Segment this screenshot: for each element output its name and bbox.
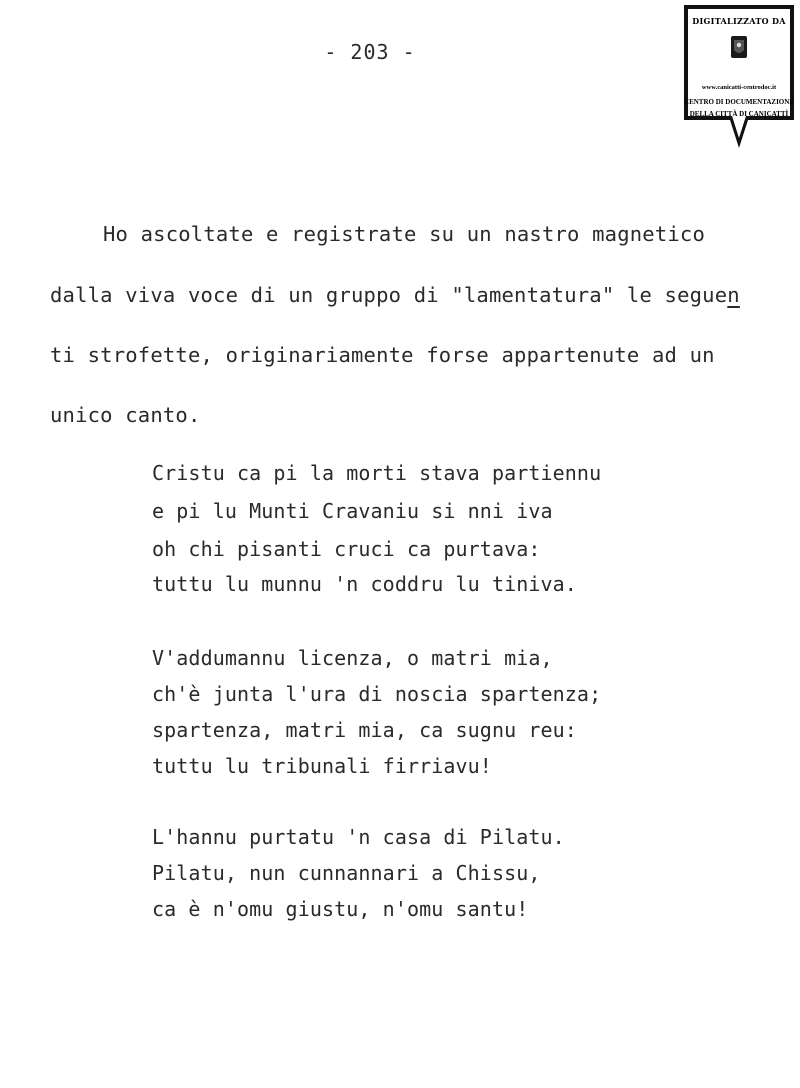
stanza-1-line-4: tuttu lu munnu 'n coddru lu tiniva.	[152, 572, 577, 596]
bleed-through-text	[150, 612, 585, 634]
paragraph-line-4: unico canto.	[50, 403, 201, 427]
stanza-3-line-3: ca è n'omu giustu, n'omu santu!	[152, 897, 529, 921]
paragraph-line-2-underlined: n	[727, 283, 740, 307]
stamp-title: DIGITALIZZATO DA	[692, 16, 786, 26]
stamp-url: www.canicatti-centrodoc.it	[701, 84, 777, 91]
stamp-line-1: CENTRO DI DOCUMENTAZIONE	[684, 98, 794, 106]
stanza-2-line-1: V'addumannu licenza, o matri mia,	[152, 646, 553, 670]
paragraph-line-1: Ho ascoltate e registrate su un nastro magnetico	[103, 222, 706, 246]
stanza-2-line-4: tuttu lu tribunali firriavu!	[152, 754, 492, 778]
paragraph-line-2-text: dalla viva voce di un gruppo di "lamentatura" le segue	[50, 283, 728, 307]
digitization-stamp	[680, 2, 798, 152]
stanza-3-line-1: L'hannu purtatu 'n casa di Pilatu.	[152, 825, 565, 849]
paragraph-line-3: ti strofette, originariamente forse appartenute ad un	[50, 343, 715, 367]
stanza-1-line-1: Cristu ca pi la morti stava partiennu	[152, 461, 602, 485]
stanza-2-line-2: ch'è junta l'ura di noscia spartenza;	[152, 682, 602, 706]
stanza-2-line-3: spartenza, matri mia, ca sugnu reu:	[152, 718, 577, 742]
coat-of-arms-icon	[731, 36, 747, 58]
stanza-3-line-2: Pilatu, nun cunnannari a Chissu,	[152, 861, 541, 885]
paragraph-line-2	[50, 283, 740, 307]
page-number: - 203 -	[324, 40, 416, 64]
stanza-1-line-3: oh chi pisanti cruci ca purtava:	[152, 537, 541, 561]
stanza-1-line-2: e pi lu Munti Cravaniu si nni iva	[152, 499, 553, 523]
stamp-line-2: DELLA CITTÀ DI CANICATTÌ	[689, 110, 789, 118]
